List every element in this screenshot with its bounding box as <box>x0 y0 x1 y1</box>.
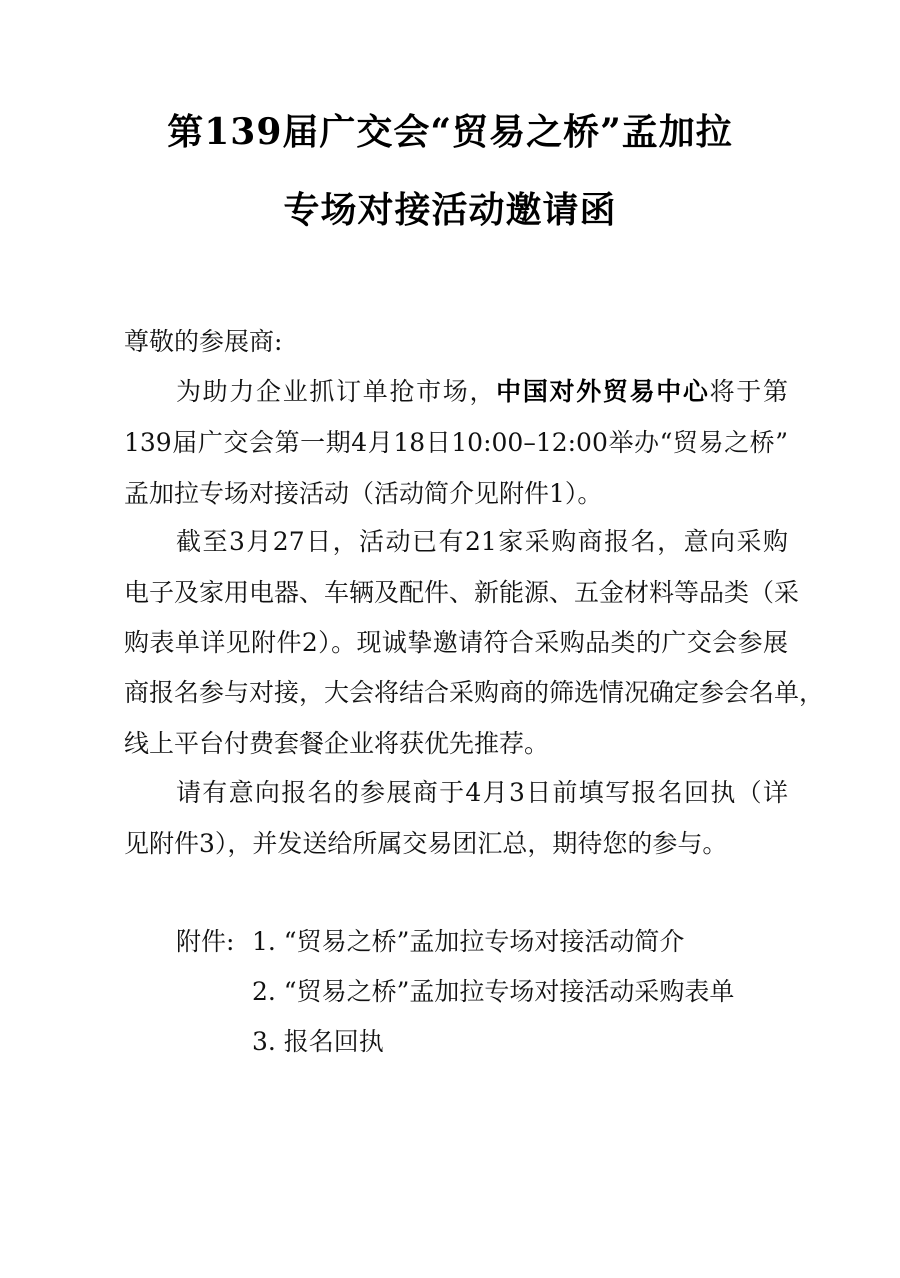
paragraph-2-line-4: 商报名参与对接，大会将结合采购商的筛选情况确定参会名单， <box>124 678 825 707</box>
attachment-item-3: 3. 报名回执 <box>252 1027 384 1056</box>
paragraph-2-line-2: 电子及家用电器、车辆及配件、新能源、五金材料等品类（采 <box>124 578 800 607</box>
paragraph-1-line-1-post: 将于第 <box>709 377 788 406</box>
attachments-label: 附件: <box>176 927 235 956</box>
attachment-item-1: 1. “贸易之桥”孟加拉专场对接活动简介 <box>252 927 685 956</box>
paragraph-2-line-1: 截至3月27日，活动已有21家采购商报名，意向采购 <box>176 527 788 556</box>
paragraph-1-line-2: 139届广交会第一期4月18日10:00–12:00举办“贸易之桥” <box>124 428 788 457</box>
paragraph-1-line-3: 孟加拉专场对接活动（活动简介见附件1）。 <box>124 479 603 508</box>
paragraph-2-line-5: 线上平台付费套餐企业将获优先推荐。 <box>124 729 550 758</box>
paragraph-2-line-3: 购表单详见附件2）。现诚挚邀请符合采购品类的广交会参展 <box>124 628 788 657</box>
salutation: 尊敬的参展商: <box>124 327 283 356</box>
document-title-line-2: 专场对接活动邀请函 <box>283 189 617 231</box>
paragraph-3-line-1: 请有意向报名的参展商于4月3日前填写报名回执（详 <box>176 778 788 807</box>
paragraph-1-line-1-pre: 为助力企业抓订单抢市场， <box>176 377 497 406</box>
paragraph-1-line-1 <box>176 374 788 410</box>
document-title-line-1: 第139届广交会“贸易之桥”孟加拉 <box>167 111 733 153</box>
paragraph-3-line-2: 见附件3），并发送给所属交易团汇总，期待您的参与。 <box>124 829 728 858</box>
attachment-item-2: 2. “贸易之桥”孟加拉专场对接活动采购表单 <box>252 977 735 1006</box>
organizer-highlight: 中国对外贸易中心 <box>496 377 710 406</box>
